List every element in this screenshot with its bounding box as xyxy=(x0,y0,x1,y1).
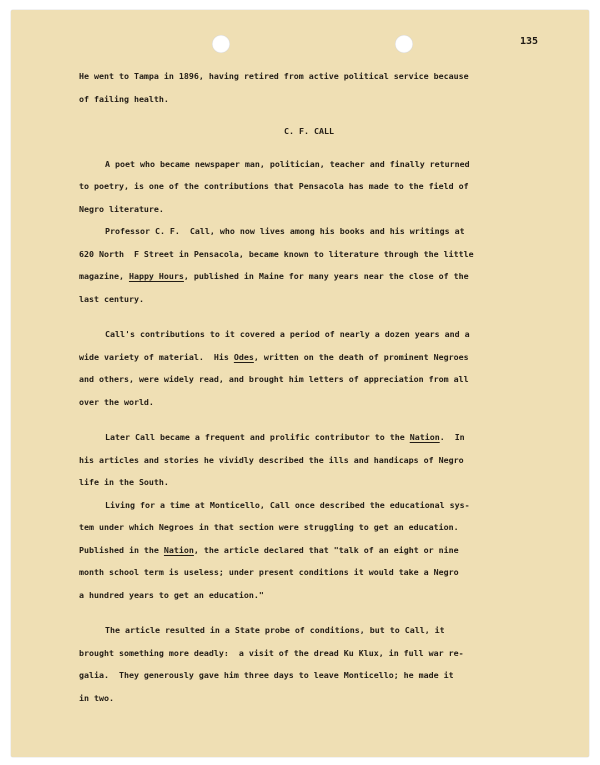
text-line: a hundred years to get an education." xyxy=(79,589,264,600)
text-line: Living for a time at Monticello, Call once described the educational sys- xyxy=(105,499,470,510)
text-line xyxy=(79,346,539,369)
typescript-page xyxy=(11,10,589,757)
binder-hole xyxy=(395,35,413,53)
text-line: He went to Tampa in 1896, having retired from active political service because xyxy=(79,71,469,81)
text-run: . In xyxy=(439,432,465,442)
text-line: brought something more deadly: a visit of the dread Ku Klux, in full war re- xyxy=(79,647,464,658)
text-line: A poet who became newspaper man, politician, teacher and finally returned xyxy=(105,158,470,169)
text-line: month school term is useless; under present conditions it would take a Negro xyxy=(79,567,459,577)
text-line: of failing health. xyxy=(79,93,169,104)
text-run: , written on the death of prominent Negroes xyxy=(253,351,469,362)
text-run: Later Call became a frequent and prolific contributor to the xyxy=(105,432,410,442)
publication-title: Nation xyxy=(163,544,194,555)
text-run: Published in the xyxy=(79,544,164,555)
binder-hole xyxy=(212,35,230,53)
publication-title: Nation xyxy=(409,432,440,442)
text-line: in two. xyxy=(79,692,114,703)
text-run: magazine, xyxy=(79,271,129,281)
text-line: life in the South. xyxy=(79,477,169,487)
section-heading: C. F. CALL xyxy=(284,126,334,136)
text-line xyxy=(79,265,539,288)
text-line: 620 North F Street in Pensacola, became known to literature through the little xyxy=(79,248,474,259)
document-body xyxy=(79,65,539,709)
text-line: over the world. xyxy=(79,396,154,407)
text-line: tem under which Negroes in that section were struggling to get an education. xyxy=(79,522,459,532)
text-line: his articles and stories he vividly described the ills and handicaps of Negro xyxy=(79,454,464,465)
text-line: and others, were widely read, and brought him letters of appreciation from all xyxy=(79,374,469,384)
text-line: to poetry, is one of the contributions that Pensacola has made to the field of xyxy=(79,181,469,191)
text-run: , the article declared that "talk of an eight or nine xyxy=(193,544,459,555)
text-line xyxy=(79,426,539,449)
text-line: The article resulted in a State probe of conditions, but to Call, it xyxy=(105,625,445,635)
page-number: 135 xyxy=(520,36,539,47)
text-run: wide variety of material. His xyxy=(79,351,234,362)
text-line: Call's contributions to it covered a period of nearly a dozen years and a xyxy=(105,329,470,339)
text-line: Negro literature. xyxy=(79,203,164,214)
text-line: last century. xyxy=(79,293,144,304)
text-run: , published in Maine for many years near the close of the xyxy=(183,271,469,281)
text-line xyxy=(79,539,539,562)
text-line: galia. They generously gave him three days to leave Monticello; he made it xyxy=(79,670,454,680)
text-line: Professor C. F. Call, who now lives among his books and his writings at xyxy=(105,226,465,236)
magazine-title: Happy Hours xyxy=(128,271,184,281)
work-title: Odes xyxy=(233,351,254,362)
